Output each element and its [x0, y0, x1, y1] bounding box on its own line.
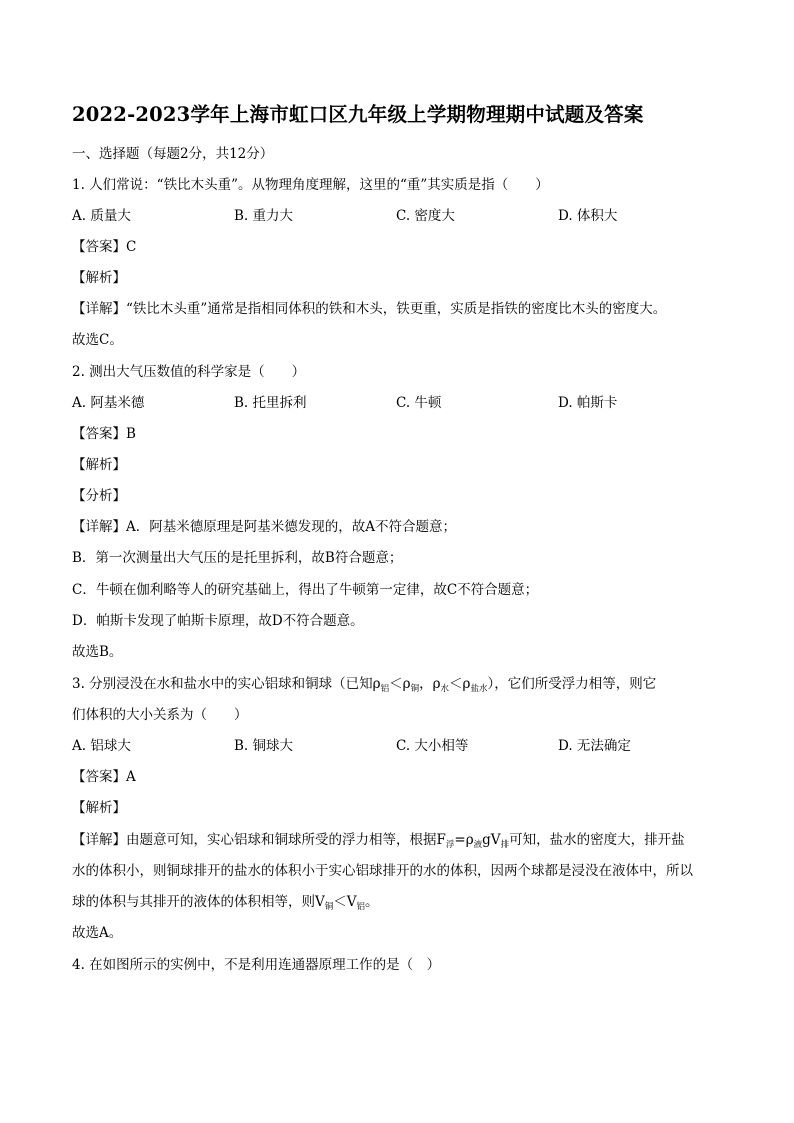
q3-sub-shui: 水	[440, 684, 450, 694]
q2-stem: 2. 测出大气压数值的科学家是（ ）	[72, 364, 306, 380]
q3-eq: =ρ	[454, 832, 474, 848]
q3-sub-tong2: 铜	[324, 902, 334, 912]
q2-detail-c: C．牛顿在伽利略等人的研究基础上，得出了牛顿第一定律，故C不符合题意；	[72, 582, 539, 598]
q3-detail-text-a: 【详解】由题意可知，实心铝球和铜球所受的浮力相等，根据F	[72, 832, 446, 848]
q3-option-a: A. 铝球大	[72, 738, 131, 754]
q2-analysis-label: 【解析】	[72, 457, 126, 473]
q3-option-c: C. 大小相等	[396, 738, 469, 754]
q3-comma: ，ρ	[419, 676, 441, 692]
q1-option-b: B. 重力大	[234, 208, 294, 224]
q1-detail: 【详解】“铁比木头重”通常是指相同体积的铁和木头，铁更重，实质是指铁的密度比木头的密度大。	[72, 301, 667, 317]
q2-option-d: D. 帕斯卡	[558, 395, 618, 411]
q2-option-a: A. 阿基米德	[72, 395, 145, 411]
q2-option-b: B. 托里拆利	[234, 395, 307, 411]
q1-answer: 【答案】C	[72, 239, 137, 255]
q3-sub-fu: 浮	[445, 840, 455, 850]
document-title: 2022-2023学年上海市虹口区九年级上学期物理期中试题及答案	[72, 103, 644, 126]
q2-conclusion: 故选B。	[72, 644, 123, 660]
q3-sub-ye: 液	[473, 840, 483, 850]
q3-detail-text-3a: 球的体积与其排开的液体的体积相等，则V	[72, 894, 325, 910]
q2-answer: 【答案】B	[72, 426, 136, 442]
q3-sub-pai: 排	[500, 840, 510, 850]
q3-analysis-label: 【解析】	[72, 800, 126, 816]
q1-option-d: D. 体积大	[558, 208, 618, 224]
q3-lt2: ＜ρ	[449, 676, 471, 692]
q3-lt3: ＜V	[333, 894, 357, 910]
q3-detail-text-3b: 。	[365, 894, 379, 910]
q3-sub-yanshui: 盐水	[470, 684, 488, 694]
q3-conclusion: 故选A。	[72, 925, 123, 941]
q1-conclusion: 故选C。	[72, 332, 123, 348]
q3-stem-line2: 们体积的大小关系为（ ）	[72, 707, 248, 723]
q1-stem: 1. 人们常说：“铁比木头重”。从物理角度理解，这里的“重”其实质是指（ ）	[72, 177, 549, 193]
q2-detail-a: 【详解】A．阿基米德原理是阿基米德发现的，故A不符合题意；	[72, 519, 456, 535]
q3-sub-lv: 铝	[380, 684, 390, 694]
q3-option-b: B. 铜球大	[234, 738, 294, 754]
q3-sub-lv2: 铝	[356, 902, 366, 912]
q2-fenxi-label: 【分析】	[72, 488, 126, 504]
q3-detail-line1	[72, 830, 685, 855]
q3-stem-line1	[72, 674, 656, 699]
q2-detail-d: D．帕斯卡发现了帕斯卡原理，故D不符合题意。	[72, 613, 364, 629]
q1-option-c: C. 密度大	[396, 208, 455, 224]
q3-option-d: D. 无法确定	[558, 738, 631, 754]
q1-option-a: A. 质量大	[72, 208, 131, 224]
q2-option-c: C. 牛顿	[396, 395, 442, 411]
q3-detail-line2: 水的体积小，则铜球排开的盐水的体积小于实心铝球排开的水的体积，因两个球都是浸没在液体中，所以	[72, 863, 693, 879]
q3-lt1: ＜ρ	[389, 676, 411, 692]
q3-sub-tong: 铜	[410, 684, 420, 694]
q3-answer: 【答案】A	[72, 769, 136, 785]
q4-stem: 4. 在如图所示的实例中，不是利用连通器原理工作的是（ ）	[72, 957, 441, 973]
section-heading: 一、选择题（每题2分，共12分）	[72, 146, 274, 162]
q1-analysis-label: 【解析】	[72, 270, 126, 286]
q3-detail-text-b: 可知，盐水的密度大，排开盐	[509, 832, 685, 848]
q3-gv: gV	[482, 832, 501, 848]
q3-stem-text-b: ），它们所受浮力相等，则它	[487, 676, 657, 692]
q3-stem-text-a: 3. 分别浸没在水和盐水中的实心铝球和铜球（已知ρ	[72, 676, 381, 692]
q2-detail-b: B．第一次测量出大气压的是托里拆利，故B符合题意；	[72, 550, 403, 566]
q3-detail-line3	[72, 892, 379, 917]
